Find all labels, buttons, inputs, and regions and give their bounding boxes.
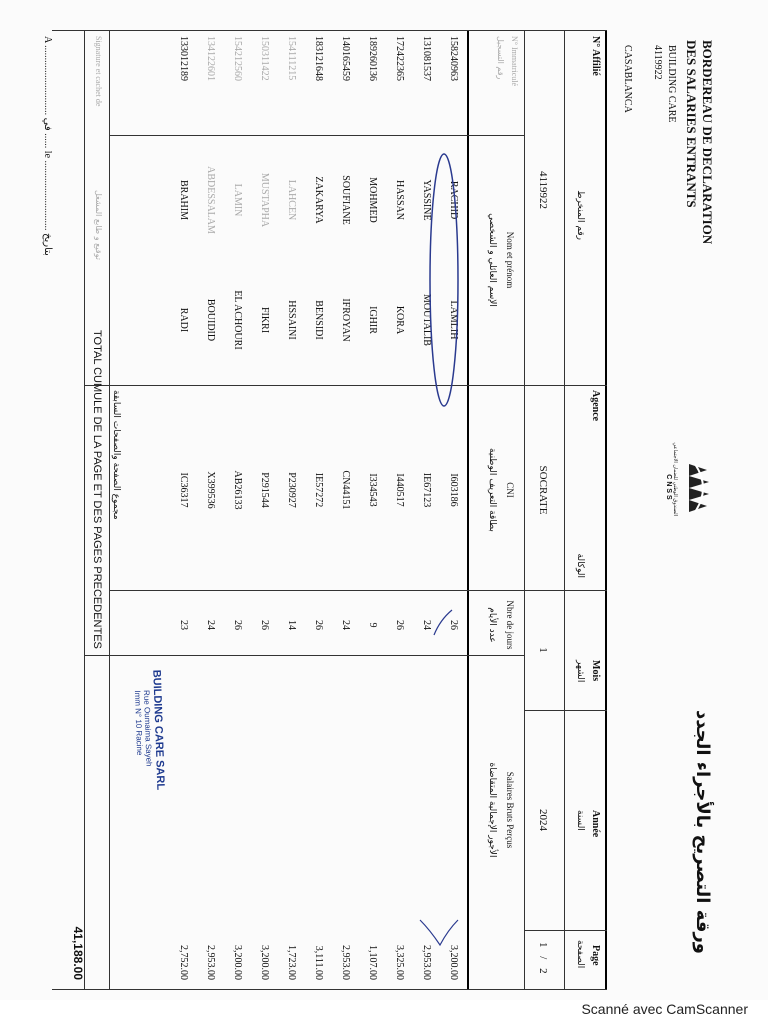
totals-label-ar: مجموع الصفحة والصفحات السابقة: [111, 390, 121, 520]
salaire-header: Salaires Bruts Perçus: [505, 771, 515, 849]
cell-first: MOHMED: [367, 177, 378, 223]
cell-last: BENSIDI: [313, 300, 324, 340]
cell-days: 24: [340, 620, 351, 630]
cell-first: MUSTAPHA: [259, 172, 270, 228]
cell-salary: 3,200.00: [259, 945, 270, 980]
cell-days: 26: [313, 620, 324, 630]
page-pagination: [537, 942, 549, 974]
cell-cni: I334543: [367, 473, 378, 507]
cell-salary: 2,752.00: [178, 945, 189, 980]
cell-cni: P291544: [259, 472, 270, 508]
affilie-value: 4119922: [537, 170, 549, 210]
scan-footer: [0, 1000, 768, 1024]
salaire-header-ar: الأجور الإجمالية المتقاضاة: [487, 762, 497, 858]
cell-cni: AB26133: [232, 470, 243, 510]
cell-immat: 154111215: [286, 36, 297, 81]
annee-label-ar: السنة: [575, 810, 585, 831]
agence-label-ar: الوكالة: [575, 553, 585, 578]
cell-salary: 3,325.00: [394, 945, 405, 980]
cell-salary: 2,953.00: [340, 945, 351, 980]
page-separator: /: [537, 956, 549, 960]
mois-label: Mois: [590, 660, 601, 682]
cell-last: EL ACHOURI: [232, 290, 243, 350]
page-total: 2: [537, 968, 549, 974]
cnss-logo-text: CNSS: [665, 474, 672, 502]
immat-header-ar: رقم التسجيل: [496, 36, 505, 80]
cell-immat: 189260136: [367, 36, 378, 81]
cell-cni: IC36317: [178, 472, 189, 508]
cell-cni: I440517: [394, 473, 405, 507]
mois-value: 1: [537, 647, 549, 653]
cell-first: ABDESSALAM: [205, 166, 216, 234]
cell-salary: 2,953.00: [205, 945, 216, 980]
jours-header-ar: عدد الأيام: [487, 607, 497, 643]
cell-last: IGHIR: [367, 306, 378, 334]
cell-first: LAMIN: [232, 183, 243, 217]
cell-last: HSSAINI: [286, 300, 297, 340]
cell-days: 9: [367, 622, 378, 628]
cnss-logo-arabic: الصندوق الوطني للضمان الاجتماعي: [672, 442, 678, 516]
company-stamp: [132, 670, 168, 831]
cell-last: RADI: [178, 307, 189, 333]
cell-days: 23: [178, 620, 189, 630]
cell-immat: 134122601: [205, 36, 216, 81]
cell-first: SOUFIANE: [340, 175, 351, 225]
cell-first: LAHCEN: [286, 179, 297, 221]
cell-first: ZAKARYA: [313, 176, 324, 224]
cell-days: 26: [448, 620, 459, 630]
cell-immat: 150311422: [259, 36, 270, 81]
annee-value: 2024: [537, 809, 549, 831]
arabic-title: ورقة التصريح بالأجراء الجدد: [692, 710, 713, 954]
cell-immat: 172422365: [394, 36, 405, 81]
totals-value: 41,188.00: [71, 926, 85, 980]
cell-days: 24: [205, 620, 216, 630]
declaration-form: [25, 30, 725, 990]
cell-immat: 183121648: [313, 36, 324, 81]
page-value: 1: [537, 942, 549, 948]
affilie-label: N° Affilié: [590, 36, 601, 76]
cell-immat: 131081537: [421, 36, 432, 81]
cell-last: MOUTALIB: [421, 294, 432, 346]
cnss-logo-icon: [683, 460, 715, 516]
immat-header: N° Immatriculé: [510, 36, 519, 87]
cell-cni: CN44151: [340, 470, 351, 510]
form-title-line1: BORDEREAU DE DECLARATION: [700, 40, 715, 245]
agence-label: Agence: [590, 390, 601, 422]
cell-salary: 2,953.00: [421, 945, 432, 980]
mois-label-ar: الشهر: [575, 660, 585, 683]
jours-header: Nbre de jours: [505, 600, 515, 650]
stamp-line3: Imm N° 10 Racine: [132, 690, 145, 756]
cell-cni: IE57272: [313, 472, 324, 508]
company-name: BUILDING CARE: [666, 45, 677, 123]
cni-header-ar: بطاقة التعريف الوطنية: [487, 448, 497, 532]
name-header: Nom et prénom: [505, 231, 515, 289]
signature-place-line: A ............................ في ...... le ............................ بتاريخ: [42, 36, 53, 256]
cell-first: HASSAN: [394, 179, 405, 220]
cnss-logo: [665, 442, 715, 516]
annee-label: Année: [590, 810, 601, 838]
cell-salary: 3,200.00: [448, 945, 459, 980]
handwritten-circle: [427, 150, 461, 410]
cell-immat: 140165459: [340, 36, 351, 81]
cell-immat: 133012189: [178, 36, 189, 81]
form-title-line2: DES SALARIES ENTRANTS: [684, 40, 699, 208]
scanner-watermark: Scanné avec CamScanner: [581, 1001, 748, 1017]
cell-last: BOUIDID: [205, 298, 216, 342]
cell-last: FIKRI: [259, 306, 270, 334]
cell-first: YASSINE: [421, 179, 432, 221]
company-affiliate-number: 4119922: [652, 45, 663, 80]
cell-days: 26: [259, 620, 270, 630]
company-city: CASABLANCA: [622, 45, 633, 113]
handwritten-marks: [410, 590, 460, 990]
cell-days: 26: [232, 620, 243, 630]
cell-last: LAMLIH: [448, 300, 459, 340]
cell-last: KORA: [394, 305, 405, 335]
cell-immat: 154212560: [232, 36, 243, 81]
name-header-ar: الإسم العائلي و الشخصي: [487, 213, 497, 307]
page-label-ar: الصفحة: [575, 940, 585, 969]
signature-label-ar: توقيع و طابع المشغل: [94, 190, 103, 260]
cell-last: IFROYAN: [340, 298, 351, 342]
signature-label: Signature et cachet de: [94, 36, 103, 107]
cni-header: CNI: [505, 482, 515, 498]
cell-days: 26: [394, 620, 405, 630]
affilie-label-ar: رقم المنخرط: [575, 190, 585, 240]
cell-salary: 3,200.00: [232, 945, 243, 980]
stamp-line2: Rue Oumaima Sayeh: [141, 689, 154, 767]
totals-label: TOTAL CUMULE DE LA PAGE ET DES PAGES PRECEDENTES: [91, 330, 103, 649]
cell-days: 24: [421, 620, 432, 630]
cell-days: 14: [286, 620, 297, 630]
cell-cni: P230927: [286, 472, 297, 508]
stamp-line1: BUILDING CARE SARL: [150, 669, 167, 791]
cell-cni: X399536: [205, 471, 216, 509]
cell-cni: I603186: [448, 473, 459, 507]
cell-cni: IE67123: [421, 472, 432, 508]
cell-immat: 158240963: [448, 36, 459, 81]
cell-salary: 1,723.00: [286, 945, 297, 980]
agence-value: SOCRATE: [537, 465, 549, 515]
cell-first: RACHID: [448, 180, 459, 220]
cell-first: BRAHIM: [178, 179, 189, 220]
cell-salary: 3,111.00: [313, 945, 324, 980]
cell-salary: 1,107.00: [367, 945, 378, 980]
page-label: Page: [590, 945, 601, 966]
